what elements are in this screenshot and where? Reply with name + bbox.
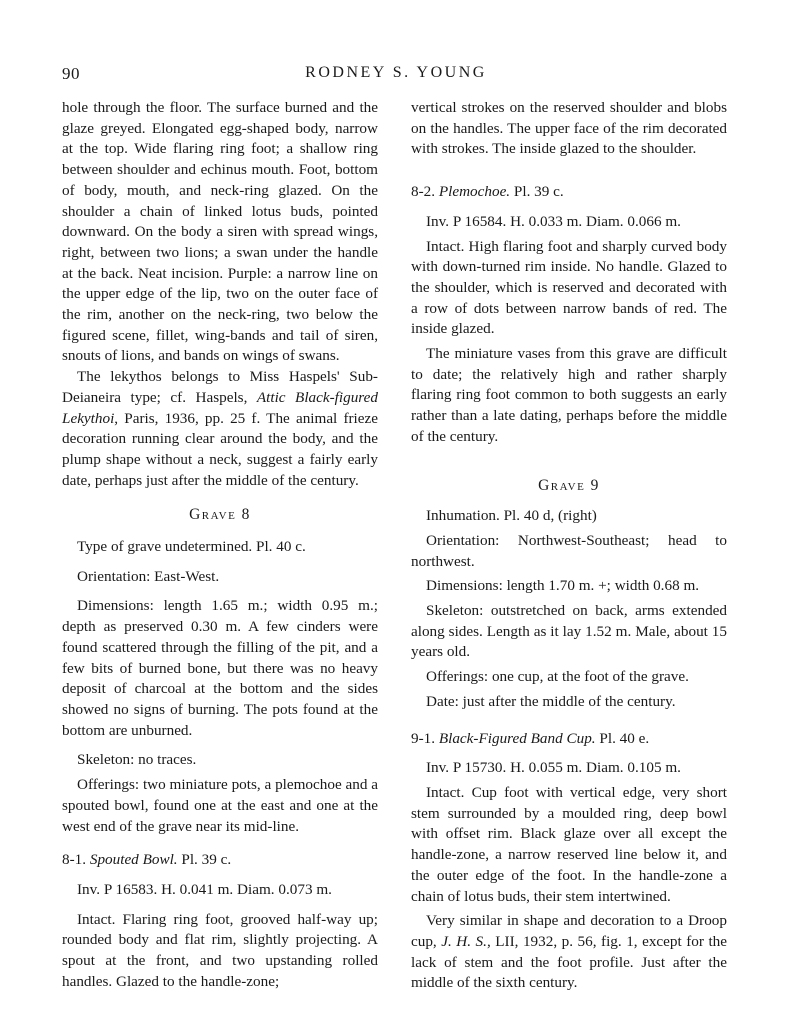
- lekythos-description: hole through the floor. The surface burned and the glaze greyed. Elongated egg-shaped body, narrow at the top. Wide flaring ring foot; a shallow ring between shoulder and echinus mouth. Foot, bottom of body, mouth, and neck-ring glazed. On the shoulder a chain of linked lotus buds, pointed downward. On the body a siren with spread wings, right, between two lions; a swan under the handle at the back. Neat incision. Purple: a narrow line on the upper edge of the lip, two on the outer face of the rim, another on the neck-ring, two below the figured scene, fillet, wing-bands and tail of siren, snouts of lions, and bands on wings of swans.: [62, 99, 378, 365]
- page-header: [0, 64, 792, 86]
- grave-8-heading: Grave 8: [189, 506, 251, 524]
- item-8-1-inventory: Inv. P 16583. H. 0.041 m. Diam. 0.073 m.: [77, 880, 332, 898]
- grave-8-type: Type of grave undetermined. Pl. 40 c.: [77, 538, 306, 556]
- running-title: RODNEY S. YOUNG: [305, 64, 487, 81]
- item-8-2-description: Intact. High flaring foot and sharply curved body with down-turned rim inside. No handle. Glazed to the shoulder, which is reserved and decorated with a row of dots between narrow bands of red. The inside glazed.: [411, 237, 727, 338]
- item-8-2-title: 8-2. Plemochoe. Pl. 39 c.: [411, 183, 564, 201]
- item-9-1-note: Very similar in shape and decoration to a Droop cup, J. H. S., LII, 1932, p. 56, fig. 1, except for the lack of stem and the foot profile. Just after the middle of the sixth century.: [411, 912, 727, 992]
- right-column: [411, 98, 727, 994]
- grave-9-offerings: Offerings: one cup, at the foot of the grave.: [426, 668, 689, 686]
- item-8-1-description: Intact. Flaring ring foot, grooved half-way up; rounded body and flat rim, slightly projecting. A spout at the front, and two upstanding rolled handles. Glazed to the handle-zone;: [62, 910, 378, 990]
- lekythos-dating: The lekythos belongs to Miss Haspels' Sub-Deianeira type; cf. Haspels, Attic Black-figured Lekythoi, Paris, 1936, pp. 25 f. The animal frieze decoration running clear around the body, and the plump shape without a neck, suggest a fairly early date, perhaps just after the middle of the century.: [62, 368, 378, 489]
- grave-8-dimensions: Dimensions: length 1.65 m.; width 0.95 m.; depth as preserved 0.30 m. A few cinders were found scattered through the filling of the pit, and a few bits of burned bone, but there was no heavy deposit of charcoal at the bottom and the sides showed no signs of burning. The pots found at the bottom are unburned.: [62, 597, 378, 739]
- grave-9-inhumation: Inhumation. Pl. 40 d, (right): [426, 507, 597, 525]
- grave-9-dimensions: Dimensions: length 1.70 m. +; width 0.68 m.: [426, 577, 700, 595]
- grave-9-date: Date: just after the middle of the century.: [426, 692, 676, 710]
- item-8-1-title: 8-1. Spouted Bowl. Pl. 39 c.: [62, 851, 232, 869]
- item-8-1-description-continued: vertical strokes on the reserved shoulder and blobs on the handles. The upper face of the rim decorated with strokes. The inside glazed to the shoulder.: [411, 99, 727, 158]
- grave-8-offerings: Offerings: two miniature pots, a plemochoe and a spouted bowl, found one at the east and one at the west end of the grave near its mid-line.: [62, 776, 378, 835]
- page-number: 90: [62, 64, 80, 83]
- item-8-2-note: The miniature vases from this grave are difficult to date; the relatively high and rather sharply flaring ring foot common to both suggests an early rather than a late dating, perhaps before the middle of the century.: [411, 345, 727, 445]
- grave-8-orientation: Orientation: East-West.: [77, 567, 220, 585]
- grave-9-skeleton: Skeleton: outstretched on back, arms extended along sides. Length as it lay 1.52 m. Male, about 15 years old.: [411, 602, 727, 661]
- item-9-1-inventory: Inv. P 15730. H. 0.055 m. Diam. 0.105 m.: [426, 759, 681, 777]
- grave-9-heading: Grave 9: [538, 476, 600, 494]
- book-title: Attic Black-figured Lekythoi: [62, 388, 378, 427]
- item-8-2-inventory: Inv. P 16584. H. 0.033 m. Diam. 0.066 m.: [426, 212, 681, 230]
- item-9-1-title: 9-1. Black-Figured Band Cup. Pl. 40 e.: [411, 729, 650, 747]
- left-column: [62, 98, 378, 992]
- journal-title: J. H. S.: [441, 932, 487, 950]
- grave-9-orientation: Orientation: Northwest-Southeast; head to northwest.: [411, 531, 727, 570]
- item-9-1-description: Intact. Cup foot with vertical edge, very short stem surrounded by a moulded ring, deep bowl with offset rim. Black glaze over all except the handle-zone, a narrow reserved line below it, and the outer edge of the foot. In the handle-zone a chain of lotus buds, their stem intertwined.: [411, 783, 727, 905]
- grave-8-skeleton: Skeleton: no traces.: [77, 751, 197, 769]
